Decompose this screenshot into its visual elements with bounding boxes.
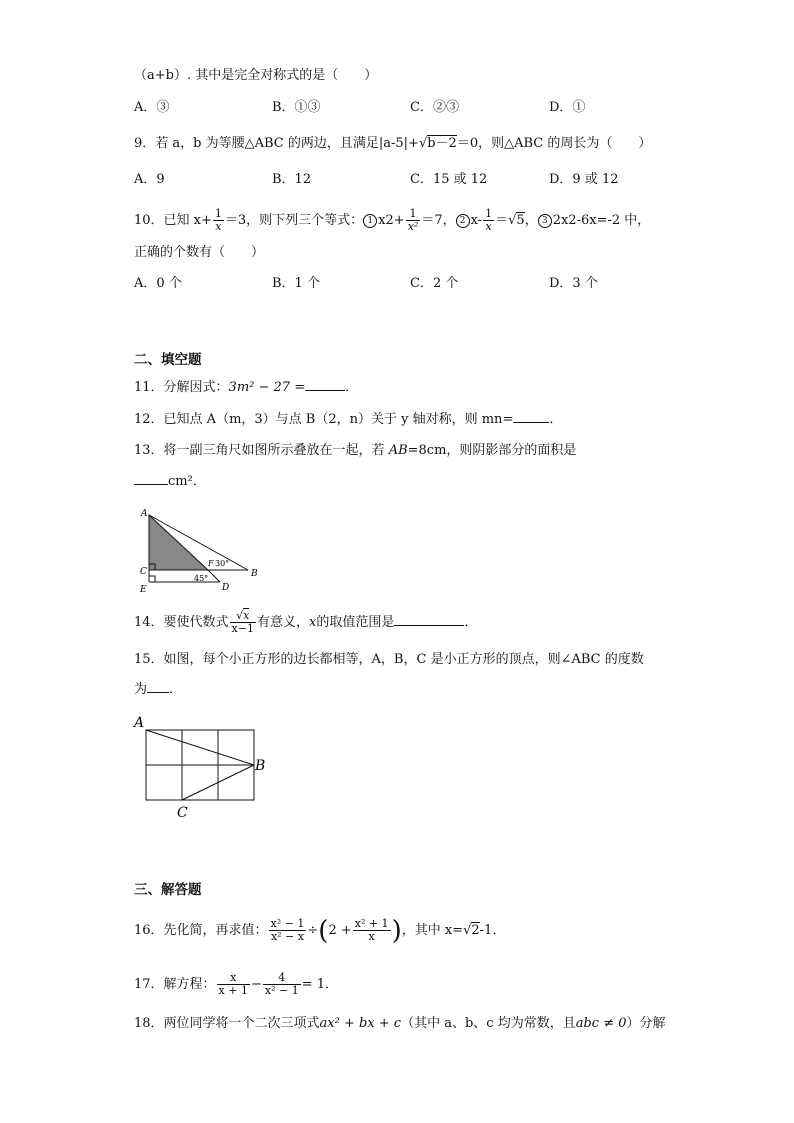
q8-option-d: D．①	[549, 100, 586, 115]
answer-blank	[134, 472, 168, 485]
q15-stem: 15．如图，每个小正方形的边长都相等，A，B，C 是小正方形的顶点，则∠ABC 的度数	[134, 652, 644, 667]
fraction-denominator: x² − x	[270, 930, 304, 943]
q10-option-c: C．2 个	[410, 276, 459, 291]
q16-divide-sign: ÷	[307, 923, 319, 938]
fraction-numerator: 1	[485, 207, 493, 220]
sqrt-sign: √	[236, 609, 244, 622]
sqrt-sign: √	[418, 136, 428, 151]
fraction-denominator: x²	[407, 220, 419, 233]
q18-expression: ax² + bx + c	[319, 1016, 402, 1031]
circled-number-2: 2	[456, 214, 470, 228]
q18-condition: abc ≠ 0	[575, 1016, 627, 1031]
label-a: A	[134, 715, 145, 731]
q13-text-b: =8cm，则阴影部分的面积是	[407, 443, 577, 458]
grid-figure	[130, 712, 280, 824]
fraction-denominator: x	[215, 220, 222, 233]
q17-fraction-2	[263, 972, 301, 997]
label-b: B	[255, 758, 266, 774]
answer-blank	[394, 613, 464, 626]
label-d: D	[222, 583, 230, 593]
fraction-denominator: x	[485, 220, 492, 233]
q13-unit: cm²．	[168, 474, 206, 489]
q13-text-a: 13．将一副三角尺如图所示叠放在一起，若	[134, 443, 389, 458]
q13-segment-ab: AB	[388, 443, 408, 458]
label-c: C	[140, 567, 147, 577]
q15-text-l2: 为	[134, 682, 148, 697]
fraction-denominator: x² − 1	[264, 984, 299, 997]
q10-option-a: A．0 个	[134, 276, 182, 291]
q9-text-pre: 9．若 a，b 为等腰△ABC 的两边，且满足|a-5|+	[134, 136, 419, 151]
q10-fraction-1	[213, 208, 224, 233]
q8-option-c: C．②③	[410, 100, 459, 115]
answer-blank	[305, 378, 345, 391]
segment-ab	[146, 730, 254, 765]
q17-minus-sign: −	[250, 977, 262, 992]
q10-eq2-equals: ＝	[495, 213, 509, 228]
q17-stem	[134, 970, 338, 1000]
circled-number-3: 3	[538, 214, 552, 228]
q10-eq1-right: ＝7，	[421, 213, 456, 228]
section-title-solutions: 三、解答题	[134, 882, 202, 898]
q16-stem	[134, 914, 505, 948]
q10-eq2-comma: ，	[524, 213, 538, 228]
q16-text-end: -1．	[479, 923, 506, 938]
q10-option-d: D．3 个	[549, 276, 598, 291]
q12-stem	[134, 410, 562, 430]
right-angle-mark-e	[149, 576, 155, 582]
q18-text-end: ）分解	[626, 1016, 666, 1031]
q10-text-mid: ＝3，则下列三个等式：	[224, 213, 364, 228]
q17-fraction-1	[217, 972, 250, 997]
q9-text-post: ＝0，则△ABC 的周长为（ ）	[456, 136, 652, 151]
fraction-numerator: x² + 1	[354, 917, 389, 930]
q16-text-pre: 16．先化简，再求值：	[134, 923, 268, 938]
q10-option-b: B．1 个	[272, 276, 320, 291]
q10-fraction-2	[406, 208, 421, 233]
q9-option-a: A．9	[134, 172, 165, 187]
label-e: E	[140, 585, 147, 595]
q11-text-post: ．	[345, 380, 359, 395]
q16-fraction-1	[269, 918, 307, 943]
q8-continuation: （a+b）. 其中是完全对称式的是（ ）	[134, 68, 378, 83]
circled-number-1: 1	[363, 214, 377, 228]
q14-text-pre: 14．要使代数式	[134, 615, 229, 630]
triangle-set-figure	[136, 506, 266, 596]
q18-text-post: （其中 a、b、c 均为常数，且	[401, 1016, 576, 1031]
q10-stem	[134, 206, 650, 236]
q16-radicand: 2	[471, 923, 480, 938]
q14-fraction	[230, 610, 256, 635]
fraction-denominator: x	[368, 930, 375, 943]
q16-term-two: 2 +	[328, 923, 352, 938]
fraction-numerator: 1	[406, 208, 421, 221]
fraction-numerator: 1	[214, 207, 222, 220]
q13-stem-line2	[134, 472, 206, 492]
sqrt-sign: √	[508, 213, 517, 228]
q18-text-pre: 18．两位同学将一个二次三项式	[134, 1016, 320, 1031]
fraction-denominator: x + 1	[218, 984, 248, 997]
q10-radicand: 5	[516, 213, 525, 228]
answer-blank	[513, 410, 549, 423]
q8-option-a: A．③	[134, 100, 170, 115]
q13-stem	[134, 441, 576, 461]
q14-text-post: 的取值范围是	[316, 615, 395, 630]
q15-stem-line2	[134, 680, 182, 700]
q9-stem	[134, 134, 651, 154]
q10-eq1-left: x2+	[378, 213, 405, 228]
section-title-fill-in: 二、填空题	[134, 352, 202, 368]
q17-text-pre: 17．解方程：	[134, 977, 216, 992]
q11-stem	[134, 378, 358, 398]
right-paren: )	[391, 915, 402, 946]
q10-fraction-3	[483, 208, 494, 233]
q10-eq3: 2x2-6x=-2 中，	[552, 213, 651, 228]
q12-text-post: ．	[549, 412, 563, 427]
fraction-numerator: x	[217, 972, 250, 985]
q12-text: 12．已知点 A（m，3）与点 B（2，n）关于 y 轴对称，则 mn=	[134, 412, 514, 427]
left-paren: (	[318, 915, 329, 946]
q11-text-pre: 11．分解因式：	[134, 380, 229, 395]
q10-line2: 正确的个数有（ ）	[134, 245, 265, 260]
q14-radicand: x	[243, 609, 250, 622]
angle-45: 45°	[194, 574, 209, 583]
q18-stem	[134, 1014, 666, 1034]
fraction-numerator: 4	[263, 972, 301, 985]
line-df	[208, 570, 220, 582]
q15-text-end: ．	[169, 682, 183, 697]
q9-option-c: C．15 或 12	[410, 172, 488, 187]
answer-blank	[147, 680, 169, 693]
q14-text-mid: 有意义，	[256, 615, 309, 630]
q14-variable: x	[308, 615, 317, 630]
q10-eq2-left: x-	[470, 213, 483, 228]
q10-text-pre: 10．已知 x+	[134, 213, 212, 228]
label-b: B	[251, 569, 258, 579]
q14-stem	[134, 608, 477, 638]
q14-text-end: ．	[464, 615, 478, 630]
sqrt-sign: √	[463, 923, 472, 938]
q17-text-end: = 1．	[301, 977, 338, 992]
label-f: F	[208, 559, 214, 568]
fraction-numerator: x² − 1	[270, 917, 305, 930]
q16-fraction-2	[353, 918, 391, 943]
q9-option-b: B．12	[272, 172, 312, 187]
fraction-denominator: x−1	[231, 622, 254, 635]
q11-expression: 3m² − 27 =	[228, 380, 306, 395]
q16-text-post: ，其中 x=	[401, 923, 464, 938]
q9-radicand: b－2	[427, 136, 457, 151]
q8-option-b: B．①③	[272, 100, 321, 115]
label-c: C	[177, 805, 188, 821]
q9-option-d: D．9 或 12	[549, 172, 619, 187]
angle-30: 30°	[215, 559, 230, 568]
label-a: A	[141, 509, 148, 519]
